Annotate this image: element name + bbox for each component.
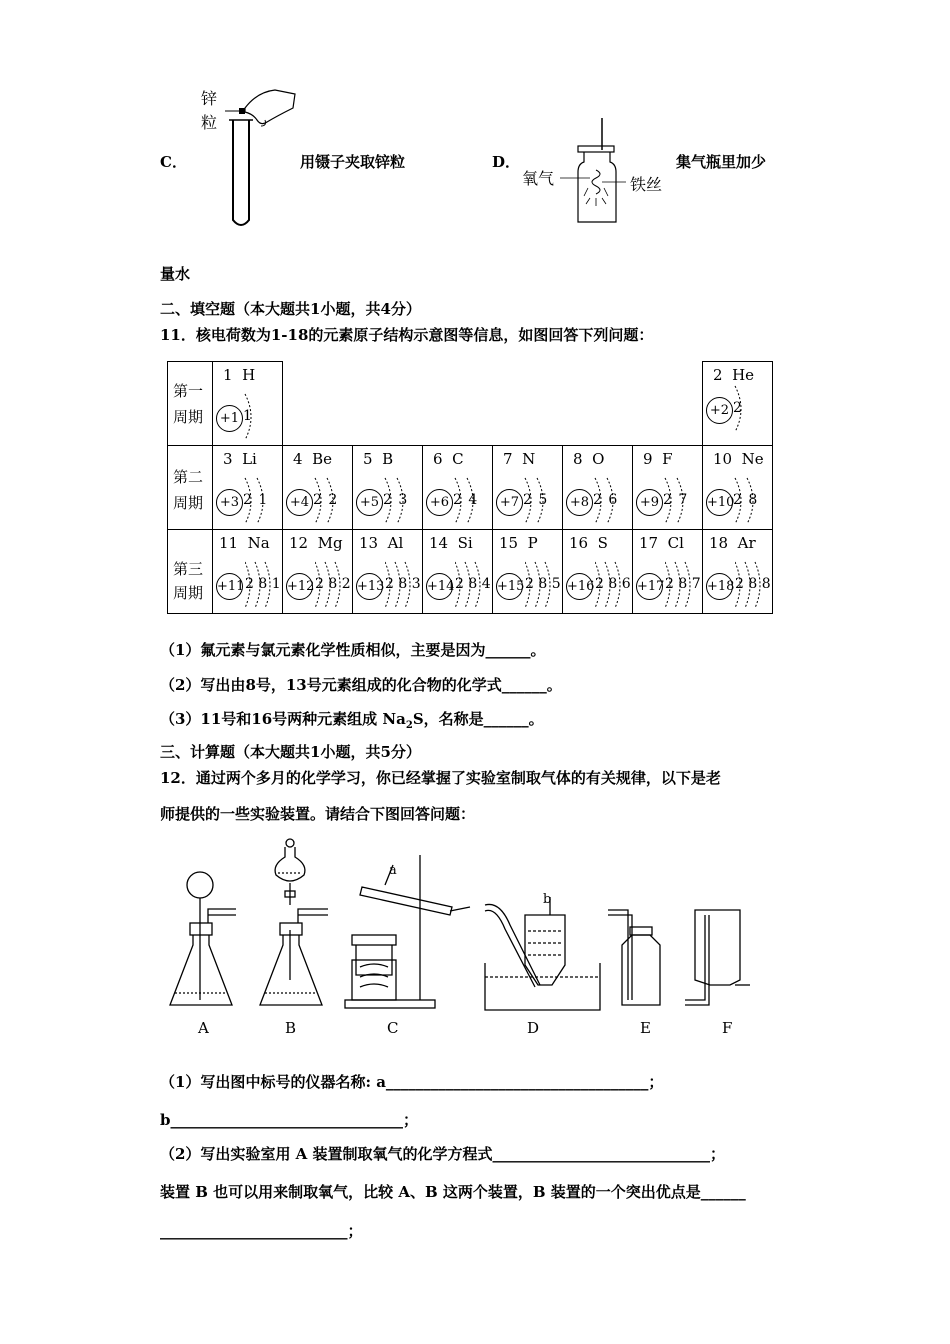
apparatus-f [685, 910, 750, 1005]
element-cell: 17 Cl +17 2 8 7 [633, 530, 703, 614]
element-cell: 9 F +9 2 7 [633, 446, 703, 530]
element-cell: 4 Be +4 2 2 [283, 446, 353, 530]
element-cell: 10 Ne +10 2 8 [703, 446, 773, 530]
q11-sub1: （1）氟元素与氯元素化学性质相似，主要是因为______。 [160, 641, 546, 659]
element-cell: 7 N +7 2 5 [493, 446, 563, 530]
apparatus-c [345, 855, 470, 1008]
periodic-table [167, 361, 773, 614]
q12-sub2-line3: _________________________； [160, 1222, 363, 1240]
apparatus-label-f: F [722, 1019, 733, 1037]
option-c-letter: C． [160, 153, 187, 171]
q11-sub3: （3）11号和16号两种元素组成 $Na_2S$，名称是______。 [160, 710, 544, 731]
element-cell: 16 S +16 2 8 6 [563, 530, 633, 614]
element-cell: 12 Mg +12 2 8 2 [283, 530, 353, 614]
oxygen-label: 氧气 [522, 169, 555, 188]
iron-wire-label: 铁丝 [630, 175, 663, 194]
row-label-period-2: 第二 周期 [168, 446, 213, 530]
section3-heading: 三、计算题（本大题共1小题，共5分） [160, 743, 421, 761]
apparatus-d [485, 897, 600, 1010]
section2-heading: 二、填空题（本大题共1小题，共4分） [160, 300, 421, 318]
row-label-period-3: 第三 周期 [168, 530, 213, 614]
element-cell: 6 C +6 2 4 [423, 446, 493, 530]
apparatus-b [260, 839, 328, 1005]
apparatus-label-d: D [527, 1019, 540, 1037]
q11-sub2: （2）写出由8号，13号元素组成的化合物的化学式______。 [160, 676, 562, 694]
q12-line2: 师提供的一些实验装置。请结合下图回答问题： [160, 805, 476, 823]
apparatus-label-e: E [640, 1019, 651, 1037]
element-cell: 18 Ar +18 2 8 8 [703, 530, 773, 614]
q12-sub1-a: （1）写出图中标号的仪器名称: a___________________________________； [160, 1073, 664, 1091]
option-d-caption-cont: 量水 [160, 265, 191, 283]
row-label-period-1: 第一 周期 [168, 362, 213, 446]
q12-sub1-b: b_______________________________； [160, 1111, 418, 1129]
element-cell: 15 P +15 2 8 5 [493, 530, 563, 614]
q11-stem: 11．核电荷数为1-18的元素原子结构示意图等信息，如图回答下列问题： [160, 326, 654, 344]
element-cell: 1 H +1 1 [213, 362, 283, 446]
element-cell: 3 Li +3 2 1 [213, 446, 283, 530]
apparatus-e [608, 910, 660, 1005]
option-d-letter: D． [492, 153, 521, 171]
apparatus-figure [160, 835, 760, 1035]
zinc-label-bottom: 粒 [201, 113, 218, 132]
q12-line1: 12．通过两个多月的化学学习，你已经掌握了实验室制取气体的有关规律，以下是老 [160, 769, 721, 787]
mark-b: b [543, 892, 552, 907]
mark-a: a [389, 863, 397, 878]
apparatus-label-b: B [285, 1019, 297, 1037]
element-cell: 11 Na +11 2 8 1 [213, 530, 283, 614]
q12-sub2-line2: 装置 B 也可以用来制取氧气，比较 A、B 这两个装置，B 装置的一个突出优点是______ [160, 1183, 746, 1201]
apparatus-a [170, 872, 236, 1005]
apparatus-label-c: C [387, 1019, 399, 1037]
element-cell: 2 He +2 2 [703, 362, 773, 446]
element-cell: 8 O +8 2 6 [563, 446, 633, 530]
option-c-caption: 用镊子夹取锌粒 [300, 153, 406, 171]
element-cell: 13 Al +13 2 8 3 [353, 530, 423, 614]
element-cell: 14 Si +14 2 8 4 [423, 530, 493, 614]
option-d-caption: 集气瓶里加少 [676, 153, 767, 171]
gas-jar-figure [560, 118, 630, 228]
q12-sub2-line1: （2）写出实验室用 A 装置制取氧气的化学方程式_____________________________； [160, 1145, 726, 1163]
apparatus-label-a: A [198, 1019, 209, 1037]
element-cell: 5 B +5 2 3 [353, 446, 423, 530]
zinc-label-top: 锌 [201, 89, 218, 108]
